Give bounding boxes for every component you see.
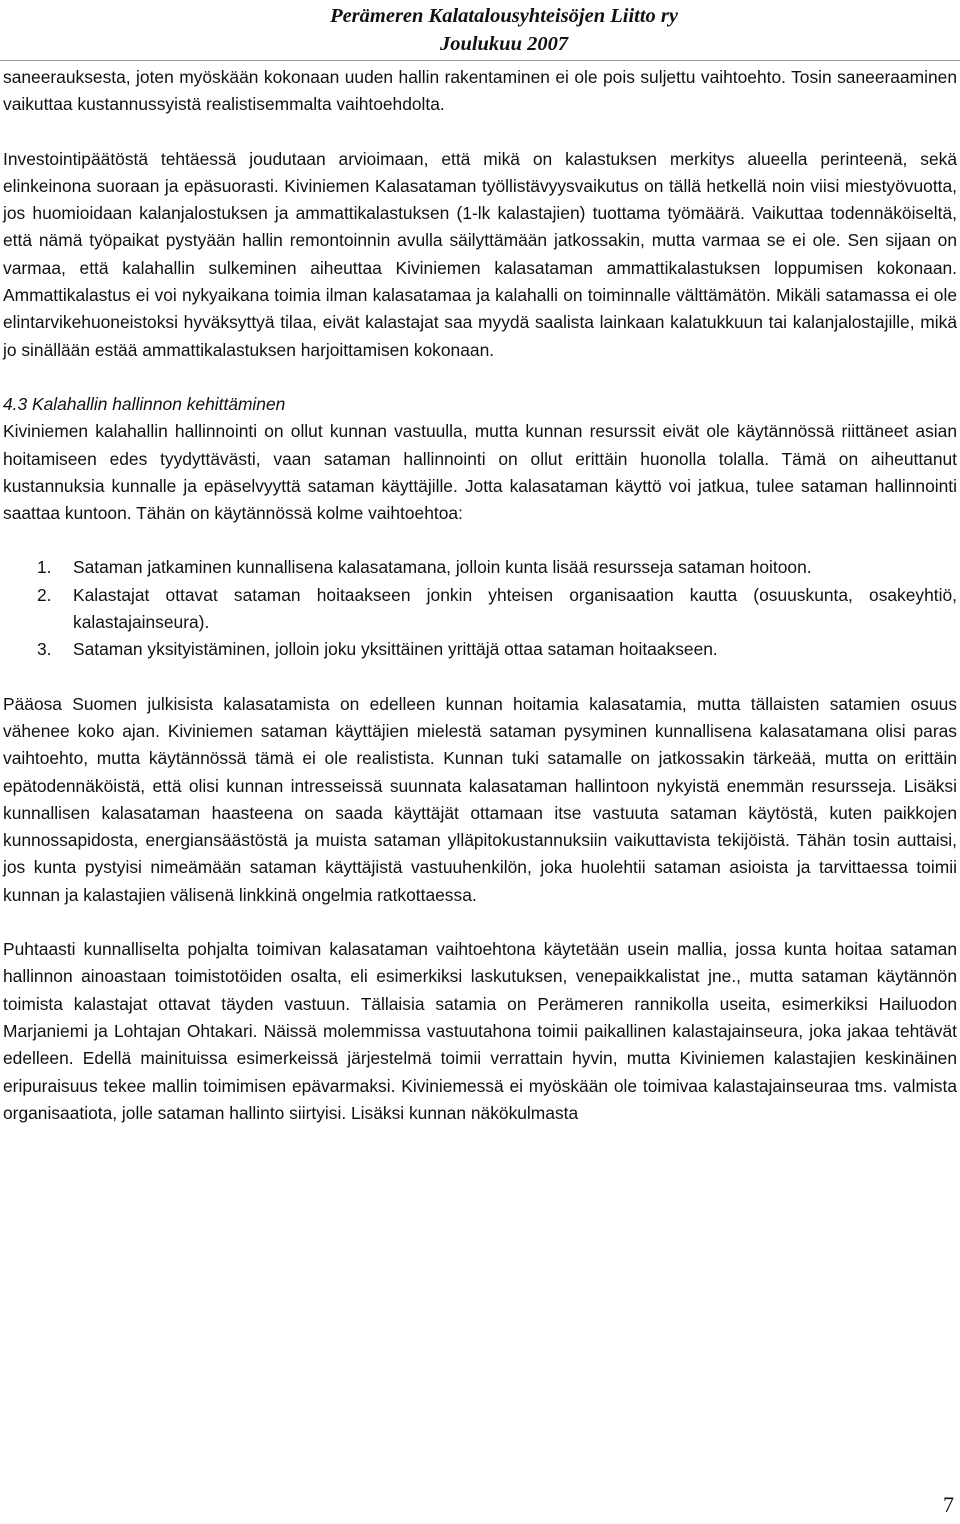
section-heading: 4.3 Kalahallin hallinnon kehittäminen (3, 393, 286, 414)
header-organization: Perämeren Kalatalousyhteisöjen Liitto ry (330, 5, 678, 27)
list-item-text: Sataman jatkaminen kunnallisena kalasatamana, jolloin kunta lisää resursseja sataman hoitoon. (73, 557, 812, 578)
paragraph-public-harbors: Pääosa Suomen julkisista kalasatamista on edelleen kunnan hoitamia kalasatamia, mutta tällaisten satamien osuus vähenee koko ajan. Kiviniemen sataman käyttäjien mielestä sataman pysyminen kunnallisena kalasatamana olisi paras vaihtoehto, mutta käytännössä tämä ei ole realistista. Kunnan tuki satamalle on jatkossakin tärkeää, mutta on erittäin epätodennäköistä, että olisi kunnan intresseissä suunnata kalasataman hallintoon nykyistä enemmän resursseja. Lisäksi kunnallisen kalasataman haasteena on saada käyttäjät ottamaan itse vastuuta sataman käytöstä, kuten paikkojen kunnossapidosta, energiansäästöstä ja muista sataman ylläpitokustannuksiin vaikuttavista tekijöistä. Tähän tosin auttaisi, jos kunta pystyisi nimeämään sataman käyttäjistä vastuuhenkilön, joka huolehtii sataman asioista ja tarvittaessa toimii kunnan ja kalastajien välisenä linkkinä ongelmia ratkottaessa. (3, 693, 957, 905)
document-body (3, 64, 957, 1127)
list-item (3, 636, 957, 663)
list-item-number: 1. (37, 557, 52, 578)
paragraph-municipal-model: Puhtaasti kunnalliselta pohjalta toimivan kalasataman vaihtoehtona käytetään usein mallia, jossa kunta hoitaa sataman hallinnon ainoastaan toimistotöiden osalta, eli esimerkiksi laskutuksen, venepaikkalistat jne., mutta sataman käytännön toimista kalastajat ottavat täyden vastuun. Tällaisia satamia on Perämeren rannikolla useita, esimerkiksi Hailuodon Marjaniemi ja Lohtajan Ohtakari. Näissä molemmissa vastuutahona toimii paikallinen kalastajainseura, joka jakaa tehtävät edelleen. Edellä mainituissa esimerkeissä järjestelmä toimii verrattain hyvin, mutta Kiviniemen kalastajien keskinäinen eripuraisuus tekee mallin toimimisen epävarmaksi. Kiviniemessä ei myöskään ole toimivaa kalastajainseuraa tms. valmista organisaatiota, jolle sataman hallinto siirtyisi. Lisäksi kunnan näkökulmasta (3, 939, 957, 1123)
paragraph-investment: Investointipäätöstä tehtäessä joudutaan arvioimaan, että mikä on kalastuksen merkitys alueella perinteenä, sekä elinkeinona suoraan ja epäsuorasti. Kiviniemen Kalasataman työllistävyysvaikutus on tällä hetkellä noin viisi miestyövuotta, jos huomioidaan kalanjalostuksen ja ammattikalastuksen (1-lk kalastajien) tuottama työmäärä. Vaikuttaa todennäköiseltä, että nämä työpaikat pystyään hallin remontoinnin avulla säilyttämään jatkossakin, mutta varmaa se ei ole. Sen sijaan on varmaa, että kalahallin sulkeminen aiheuttaa Kiviniemen kalasataman ammattikalastuksen loppumisen kokonaan. Ammattikalastus ei voi nykyaikana toimia ilman kalasatamaa ja kalahalli on toiminnalle välttämätön. Mikäli satamassa ei ole elintarvikehuoneistoksi hyväksyttyä tilaa, eivät kalastajat saa myydä saalista lainkaan kalatukkuun tai kalanjalostajille, mikä jo sinällään estää ammattikalastuksen harjoittamisen kokonaan. (3, 148, 957, 360)
list-item (3, 582, 957, 637)
list-item-number: 3. (37, 639, 52, 660)
list-item-text: Sataman yksityistäminen, jolloin joku yksittäinen yrittäjä ottaa sataman hoitaakseen. (73, 639, 718, 660)
page-header (330, 2, 678, 58)
list-item-number: 2. (37, 584, 52, 605)
paragraph-continuation: saneerauksesta, joten myöskään kokonaan uuden hallin rakentaminen ei ole pois suljettu vaihtoehto. Tosin saneeraaminen vaikuttaa kustannussyistä realistisemmalta vaihtoehdolta. (3, 67, 957, 115)
page-number: 7 (943, 1492, 954, 1517)
header-divider (0, 60, 960, 61)
list-item-text: Kalastajat ottavat sataman hoitaakseen jonkin yhteisen organisaation kautta (osuuskunta, osakeyhtiö, kalastajainseura). (73, 584, 957, 633)
header-date: Joulukuu 2007 (439, 33, 569, 55)
options-list (3, 554, 957, 663)
paragraph-management: Kiviniemen kalahallin hallinnointi on ollut kunnan vastuulla, mutta kunnan resurssit eivät ole käytännössä riittäneet asian hoitamiseen edes tyydyttävästi, vaan sataman hallinnointi on ollut erittäin huonolla tolalla. Tämä on aiheuttanut kustannuksia kunnalle ja epäselvyyttä sataman käyttäjille. Jotta kalasataman käyttö voi jatkua, tulee sataman hallinnointi saattaa kuntoon. Tähän on käytännössä kolme vaihtoehtoa: (3, 421, 957, 524)
list-item (3, 554, 957, 581)
